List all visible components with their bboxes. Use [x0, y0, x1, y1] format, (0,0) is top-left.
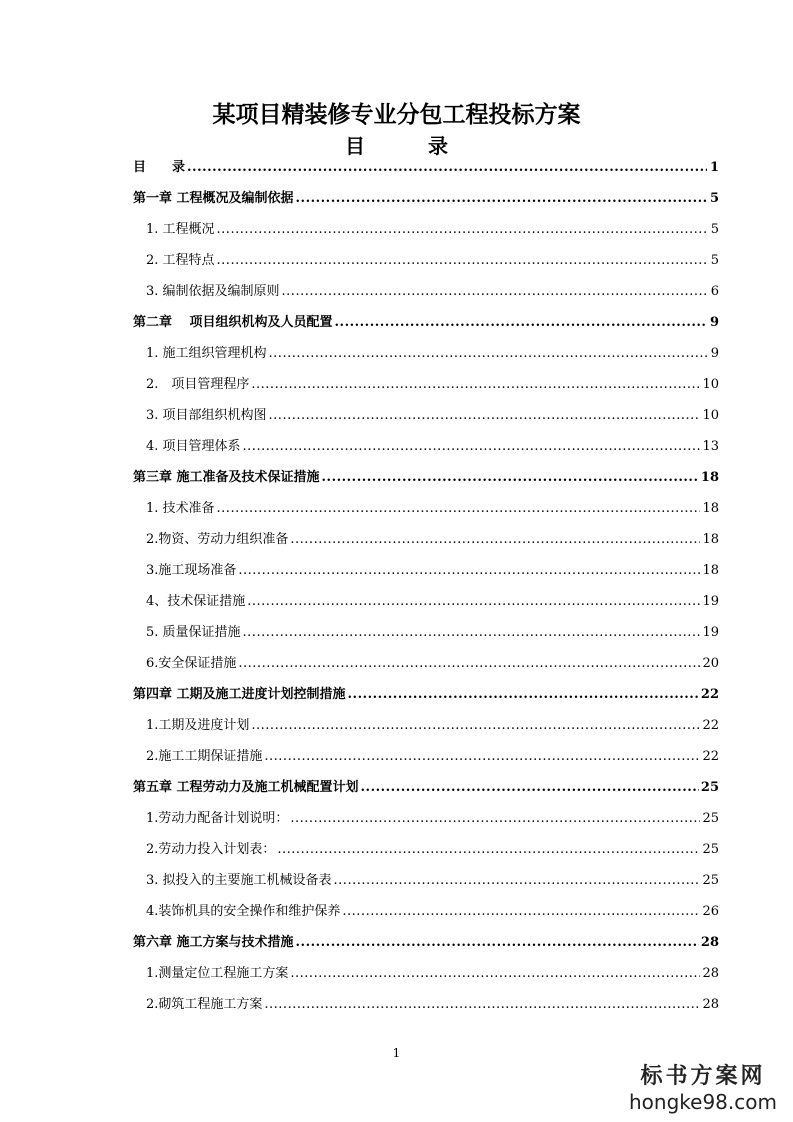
- toc-entry-label: 1.工期及进度计划: [146, 718, 250, 733]
- toc-chapter-entry[interactable]: [133, 679, 719, 710]
- toc-entry-label: 2. 工程特点: [146, 253, 215, 268]
- toc-entry-page: 25: [702, 873, 719, 888]
- toc-dot-leader: [217, 493, 701, 524]
- toc-entry-page: 18: [700, 470, 719, 485]
- toc-dot-leader: [243, 431, 701, 462]
- toc-chapter-entry[interactable]: [133, 183, 719, 214]
- toc-chapter-entry[interactable]: [133, 307, 719, 338]
- toc-section-entry[interactable]: [133, 400, 719, 431]
- toc-section-entry[interactable]: [133, 617, 719, 648]
- toc-entry-label: 第三章 施工准备及技术保证措施: [133, 470, 320, 485]
- watermark-url: hongke98.com: [629, 1090, 777, 1114]
- toc-dot-leader: [290, 958, 700, 989]
- toc-entry-label: 3. 拟投入的主要施工机械设备表: [146, 873, 332, 888]
- toc-section-entry[interactable]: [133, 741, 719, 772]
- toc-dot-leader: [251, 369, 700, 400]
- toc-entry-page: 26: [702, 904, 719, 919]
- toc-entry-page: 25: [702, 811, 719, 826]
- toc-dot-leader: [243, 617, 701, 648]
- toc-entry-label: 1.劳动力配备计划说明：: [146, 811, 289, 826]
- toc-section-entry[interactable]: [133, 803, 719, 834]
- toc-entry-label: 4、技术保证措施: [146, 594, 246, 609]
- toc-entry-label: 3. 项目部组织机构图: [146, 408, 267, 423]
- toc-entry-page: 19: [702, 625, 719, 640]
- toc-dot-leader: [290, 803, 700, 834]
- toc-entry-label: 目 录: [133, 160, 186, 175]
- toc-entry-page: 5: [710, 222, 719, 237]
- toc-entry-label: 4. 项目管理体系: [146, 439, 241, 454]
- toc-entry-page: 18: [702, 563, 719, 578]
- toc-entry-label: 2.施工工期保证措施: [146, 749, 263, 764]
- toc-entry-label: 3. 编制依据及编制原则: [146, 284, 280, 299]
- toc-dot-leader: [238, 555, 700, 586]
- toc-entry-page: 22: [700, 687, 719, 702]
- toc-section-entry[interactable]: [133, 338, 719, 369]
- toc-section-entry[interactable]: [133, 493, 719, 524]
- page-number: 1: [392, 1046, 401, 1060]
- toc-entry-label: 1. 技术准备: [146, 501, 215, 516]
- toc-dot-leader: [217, 245, 707, 276]
- toc-entry-label: 4.装饰机具的安全操作和维护保养: [146, 904, 341, 919]
- toc-section-entry[interactable]: [133, 865, 719, 896]
- toc-entry-page: 9: [710, 346, 719, 361]
- toc-entry-page: 9: [709, 315, 719, 330]
- toc-section-entry[interactable]: [133, 958, 719, 989]
- toc-entry-page: 18: [702, 501, 719, 516]
- toc-dot-leader: [217, 214, 707, 245]
- toc-entry-label: 第六章 施工方案与技术措施: [133, 935, 294, 950]
- toc-section-entry[interactable]: [133, 276, 719, 307]
- toc-dot-leader: [282, 276, 707, 307]
- toc-entry-page: 20: [702, 656, 719, 671]
- toc-chapter-entry[interactable]: [133, 772, 719, 803]
- toc-entry-label: 第一章 工程概况及编制依据: [133, 191, 294, 206]
- toc-entry-label: 第五章 工程劳动力及施工机械配置计划: [133, 780, 359, 795]
- table-of-contents: [133, 152, 719, 1020]
- toc-dot-leader: [251, 710, 700, 741]
- toc-dot-leader: [290, 524, 700, 555]
- toc-entry-page: 10: [702, 377, 719, 392]
- toc-entry-page: 5: [709, 191, 719, 206]
- toc-section-entry[interactable]: [133, 245, 719, 276]
- toc-entry-label: 3.施工现场准备: [146, 563, 237, 578]
- toc-dot-leader: [335, 307, 707, 338]
- toc-entry-page: 28: [702, 997, 719, 1012]
- toc-entry-label: 2.劳动力投入计划表：: [146, 842, 276, 857]
- toc-dot-leader: [187, 152, 707, 183]
- toc-section-entry[interactable]: [133, 555, 719, 586]
- toc-section-entry[interactable]: [133, 896, 719, 927]
- toc-section-entry[interactable]: [133, 989, 719, 1020]
- toc-dot-leader: [322, 462, 699, 493]
- document-title: 某项目精装修专业分包工程投标方案: [212, 101, 581, 128]
- toc-section-entry[interactable]: [133, 648, 719, 679]
- toc-entry-label: 2.物资、劳动力组织准备: [146, 532, 289, 547]
- toc-dot-leader: [247, 586, 700, 617]
- toc-entry-label: 5. 质量保证措施: [146, 625, 241, 640]
- toc-entry-page: 28: [702, 966, 719, 981]
- toc-dot-leader: [264, 741, 700, 772]
- watermark-logo: [623, 1062, 783, 1114]
- toc-section-entry[interactable]: [133, 524, 719, 555]
- toc-section-entry[interactable]: [133, 710, 719, 741]
- toc-dot-leader: [361, 772, 699, 803]
- toc-entry-page: 25: [702, 842, 719, 857]
- toc-dot-leader: [238, 648, 700, 679]
- toc-entry-page: 22: [702, 749, 719, 764]
- toc-entry-page: 28: [700, 935, 719, 950]
- toc-section-entry[interactable]: [133, 834, 719, 865]
- toc-dot-leader: [342, 896, 700, 927]
- toc-chapter-entry[interactable]: [133, 152, 719, 183]
- toc-section-entry[interactable]: [133, 214, 719, 245]
- toc-dot-leader: [296, 183, 707, 214]
- toc-chapter-entry[interactable]: [133, 927, 719, 958]
- toc-entry-page: 6: [710, 284, 719, 299]
- toc-dot-leader: [348, 679, 699, 710]
- toc-dot-leader: [296, 927, 699, 958]
- toc-entry-label: 1. 施工组织管理机构: [146, 346, 267, 361]
- toc-entry-page: 5: [710, 253, 719, 268]
- toc-entry-page: 18: [702, 532, 719, 547]
- toc-entry-label: 2.砌筑工程施工方案: [146, 997, 263, 1012]
- toc-section-entry[interactable]: [133, 369, 719, 400]
- toc-section-entry[interactable]: [133, 431, 719, 462]
- toc-entry-page: 1: [709, 160, 719, 175]
- toc-entry-page: 25: [700, 780, 719, 795]
- toc-chapter-entry[interactable]: [133, 462, 719, 493]
- toc-heading: 目 录: [345, 134, 476, 158]
- toc-entry-page: 10: [702, 408, 719, 423]
- toc-dot-leader: [269, 338, 707, 369]
- toc-entry-label: 2. 项目管理程序: [146, 377, 250, 392]
- toc-section-entry[interactable]: [133, 586, 719, 617]
- watermark-brand: 标书方案网: [640, 1063, 766, 1089]
- toc-entry-label: 1. 工程概况: [146, 222, 215, 237]
- toc-entry-label: 1.测量定位工程施工方案: [146, 966, 289, 981]
- toc-entry-page: 13: [702, 439, 719, 454]
- toc-entry-label: 第四章 工期及施工进度计划控制措施: [133, 687, 346, 702]
- toc-dot-leader: [264, 989, 700, 1020]
- toc-dot-leader: [334, 865, 701, 896]
- toc-dot-leader: [269, 400, 701, 431]
- toc-dot-leader: [277, 834, 700, 865]
- toc-entry-label: 第二章 项目组织机构及人员配置: [133, 315, 333, 330]
- toc-entry-page: 22: [702, 718, 719, 733]
- toc-entry-label: 6.安全保证措施: [146, 656, 237, 671]
- toc-entry-page: 19: [702, 594, 719, 609]
